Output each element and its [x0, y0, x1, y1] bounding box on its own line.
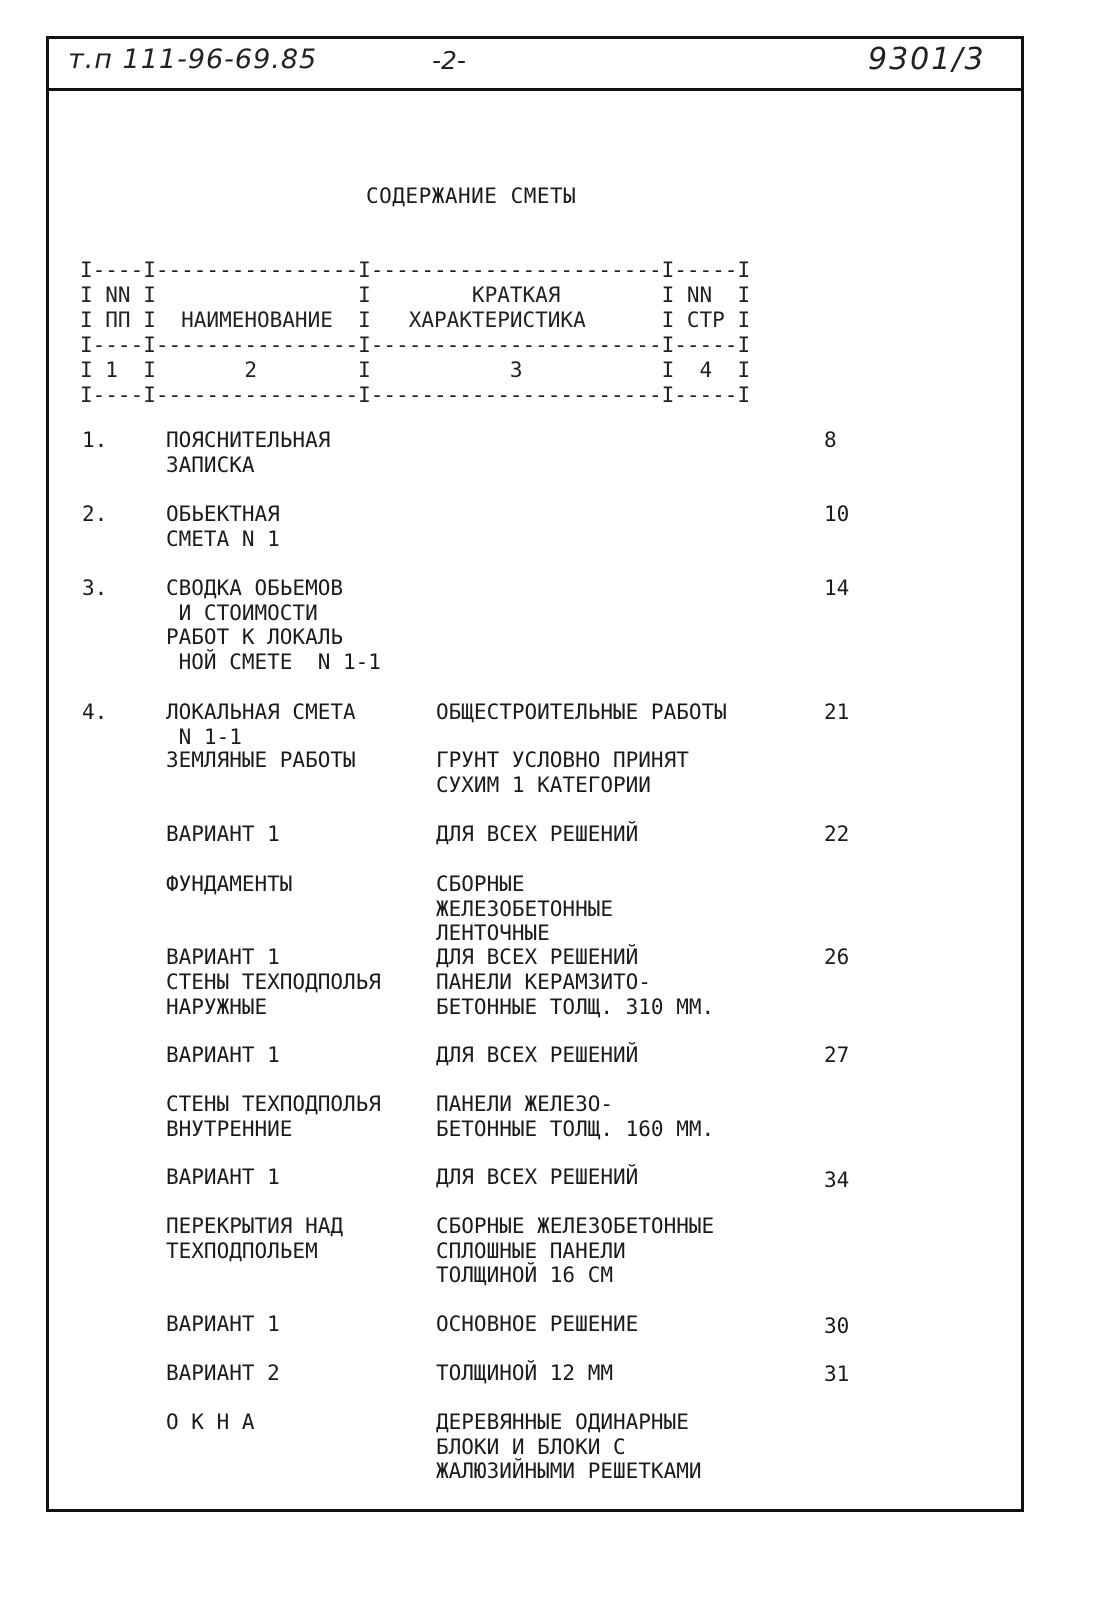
- row-name: ЛОКАЛЬНАЯ СМЕТА N 1-1: [166, 700, 356, 749]
- row-name: ВАРИАНТ 2: [166, 1361, 280, 1385]
- row-name: СВОДКА ОБЬЕМОВ И СТОИМОСТИ РАБОТ К ЛОКАЛЬ НОЙ СМЕТЕ N 1-1: [166, 576, 381, 674]
- header-rule: [46, 88, 1024, 91]
- row-desc: ДЛЯ ВСЕХ РЕШЕНИЙ: [436, 1165, 639, 1189]
- row-name: СТЕНЫ ТЕХПОДПОЛЬЯ ВНУТРЕННИЕ: [166, 1092, 381, 1141]
- row-number: 4.: [82, 700, 108, 724]
- table-header-line: I----I----------------I-----------------------I-----I: [80, 258, 751, 282]
- row-desc: ДЛЯ ВСЕХ РЕШЕНИЙ: [436, 822, 639, 846]
- row-page: 34: [824, 1168, 850, 1192]
- table-header-line: I 1 I 2 I 3 I 4 I: [80, 358, 751, 382]
- row-page: 21: [824, 700, 850, 724]
- row-name: СТЕНЫ ТЕХПОДПОЛЬЯ НАРУЖНЫЕ: [166, 970, 381, 1019]
- row-name: ВАРИАНТ 1: [166, 1312, 280, 1336]
- row-desc: ДЛЯ ВСЕХ РЕШЕНИЙ: [436, 945, 639, 969]
- row-name: ПОЯСНИТЕЛЬНАЯ ЗАПИСКА: [166, 428, 331, 477]
- table-header-line: I----I----------------I-----------------------I-----I: [80, 333, 751, 357]
- row-desc: ПАНЕЛИ КЕРАМЗИТО- БЕТОННЫЕ ТОЛЩ. 310 ММ.: [436, 970, 715, 1019]
- sheet-code: 9301/3: [868, 42, 986, 77]
- row-page: 31: [824, 1362, 850, 1386]
- row-name: ВАРИАНТ 1: [166, 1043, 280, 1067]
- row-number: 2.: [82, 502, 108, 526]
- row-desc: ОБЩЕСТРОИТЕЛЬНЫЕ РАБОТЫ: [436, 700, 727, 724]
- row-number: 1.: [82, 428, 108, 452]
- row-name: ФУНДАМЕНТЫ: [166, 872, 293, 896]
- row-page: 30: [824, 1314, 850, 1338]
- table-header-line: I ПП I НАИМЕНОВАНИЕ I ХАРАКТЕРИСТИКА I СТР I: [80, 308, 751, 332]
- row-desc: ДЕРЕВЯННЫЕ ОДИНАРНЫЕ БЛОКИ И БЛОКИ С ЖАЛЮЗИЙНЫМИ РЕШЕТКАМИ: [436, 1410, 702, 1483]
- row-desc: СБОРНЫЕ ЖЕЛЕЗОБЕТОННЫЕ ЛЕНТОЧНЫЕ: [436, 872, 614, 945]
- row-number: 3.: [82, 576, 108, 600]
- doc-code: т.п 111-96-69.85: [68, 44, 318, 75]
- row-name: ВАРИАНТ 1: [166, 945, 280, 969]
- row-name: О К Н А: [166, 1410, 255, 1434]
- row-page: 22: [824, 822, 850, 846]
- page-number: -2-: [432, 46, 466, 75]
- row-name: ЗЕМЛЯНЫЕ РАБОТЫ: [166, 748, 356, 772]
- row-desc: ГРУНТ УСЛОВНО ПРИНЯТ СУХИМ 1 КАТЕГОРИИ: [436, 748, 689, 797]
- table-header-line: I----I----------------I-----------------------I-----I: [80, 383, 751, 407]
- row-page: 10: [824, 502, 850, 526]
- row-page: 14: [824, 576, 850, 600]
- page-title: СОДЕРЖАНИЕ СМЕТЫ: [366, 184, 577, 208]
- row-page: 26: [824, 945, 850, 969]
- row-desc: ТОЛЩИНОЙ 12 ММ: [436, 1361, 614, 1385]
- row-name: ОБЬЕКТНАЯ СМЕТА N 1: [166, 502, 280, 551]
- row-name: ПЕРЕКРЫТИЯ НАД ТЕХПОДПОЛЬЕМ: [166, 1214, 344, 1263]
- table-header-line: I NN I I КРАТКАЯ I NN I: [80, 283, 751, 307]
- row-desc: ОСНОВНОЕ РЕШЕНИЕ: [436, 1312, 639, 1336]
- table-header: [80, 258, 750, 408]
- row-desc: ДЛЯ ВСЕХ РЕШЕНИЙ: [436, 1043, 639, 1067]
- row-page: 27: [824, 1043, 850, 1067]
- row-desc: ПАНЕЛИ ЖЕЛЕЗО- БЕТОННЫЕ ТОЛЩ. 160 ММ.: [436, 1092, 715, 1141]
- row-desc: СБОРНЫЕ ЖЕЛЕЗОБЕТОННЫЕ СПЛОШНЫЕ ПАНЕЛИ ТОЛЩИНОЙ 16 СМ: [436, 1214, 715, 1287]
- row-name: ВАРИАНТ 1: [166, 1165, 280, 1189]
- row-name: ВАРИАНТ 1: [166, 822, 280, 846]
- row-page: 8: [824, 428, 837, 452]
